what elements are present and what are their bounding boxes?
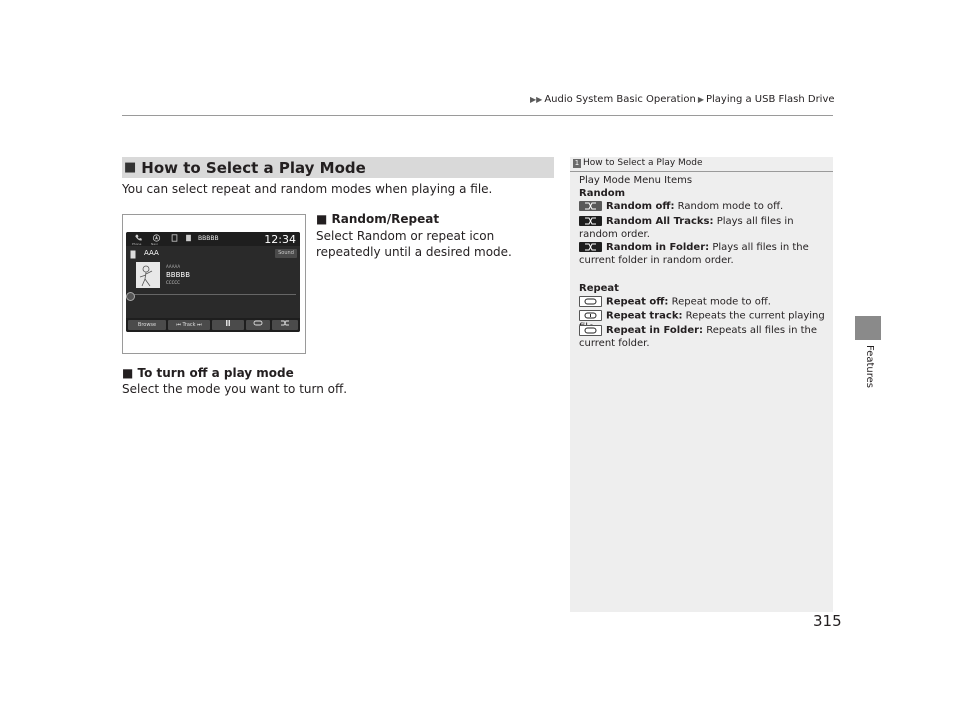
- album-art: [136, 262, 160, 288]
- next-track-icon[interactable]: ⏭: [197, 322, 202, 328]
- navi-label: Navi: [151, 242, 158, 246]
- track-album: CCCCC: [166, 280, 180, 285]
- random-button[interactable]: [272, 320, 298, 330]
- random-repeat-heading: ■ Random/Repeat: [316, 212, 440, 226]
- random-icon: [280, 320, 290, 326]
- note-random-heading: Random: [579, 188, 626, 199]
- breadcrumb: [528, 94, 835, 105]
- screen-top-bar: [126, 232, 300, 246]
- source-label: AAA: [144, 249, 159, 257]
- random-repeat-body: Select Random or repeat icon repeatedly until a desired mode.: [316, 229, 512, 259]
- turn-off-heading: ■ To turn off a play mode: [122, 366, 294, 380]
- note-menu-heading: Play Mode Menu Items: [579, 175, 693, 186]
- phone-label: Phone: [132, 242, 142, 246]
- random-folder-icon: [579, 242, 602, 252]
- pause-icon: [225, 320, 231, 326]
- usb-icon: [184, 234, 193, 242]
- section-title: How to Select a Play Mode: [141, 158, 366, 177]
- chapter-tab-label[interactable]: Features: [864, 345, 875, 388]
- audio-screen-illustration: [126, 232, 300, 332]
- random-all-icon: [579, 216, 602, 226]
- breadcrumb-item-usb[interactable]: Playing a USB Flash Drive: [705, 94, 835, 105]
- usb-source-icon: [130, 250, 136, 259]
- repeat-folder-desc: Repeats all files in the current folder.: [579, 325, 818, 349]
- random-all-label: Random All Tracks:: [606, 216, 714, 227]
- section-heading-bar: [122, 157, 554, 178]
- random-off-label: Random off:: [606, 201, 675, 212]
- note-repeat-off: [579, 296, 771, 308]
- note-random-folder: [579, 241, 829, 267]
- sound-button[interactable]: Sound: [275, 249, 297, 258]
- repeat-track-icon: [579, 310, 602, 321]
- chapter-tab-marker: [855, 316, 881, 340]
- note-random-off: [579, 201, 783, 212]
- intro-text: You can select repeat and random modes when playing a file.: [122, 182, 493, 196]
- repeat-button[interactable]: [246, 320, 270, 330]
- progress-bar[interactable]: [130, 294, 296, 295]
- repeat-off-label: Repeat off:: [606, 296, 669, 308]
- album-art-figure-icon: [136, 262, 160, 288]
- repeat-icon: [253, 320, 263, 326]
- breadcrumb-item-audio-system[interactable]: Audio System Basic Operation: [544, 94, 696, 105]
- now-playing-title: BBBBB: [198, 235, 219, 242]
- note-random-all: [579, 215, 829, 241]
- note-repeat-heading: Repeat: [579, 283, 619, 294]
- clock: 12:34: [264, 233, 296, 246]
- progress-knob[interactable]: [126, 292, 135, 301]
- header-divider: [122, 115, 833, 116]
- section-marker-icon: ■: [124, 160, 137, 175]
- repeat-off-icon: [579, 296, 602, 307]
- note-title: [573, 158, 703, 168]
- repeat-folder-icon: [579, 325, 602, 336]
- random-folder-desc: Plays all files in the current folder in random order.: [579, 242, 809, 266]
- random-off-icon: [579, 201, 602, 211]
- side-note-panel: [570, 157, 833, 612]
- track-button[interactable]: [168, 320, 210, 330]
- random-off-desc: Random mode to off.: [677, 201, 784, 212]
- note-divider: [570, 171, 833, 172]
- turn-off-body: Select the mode you want to turn off.: [122, 382, 348, 396]
- random-all-desc: Plays all files in random order.: [579, 216, 794, 240]
- page-number: 315: [813, 612, 842, 630]
- repeat-track-desc: Repeats the current playing: [685, 310, 825, 322]
- previous-track-icon[interactable]: ⏮: [176, 322, 181, 328]
- navi-icon: [152, 234, 161, 242]
- track-title: BBBBB: [166, 271, 191, 279]
- track-label: Track: [182, 322, 196, 328]
- note-repeat-folder: [579, 324, 829, 350]
- note-number-icon: 1: [574, 158, 580, 167]
- random-folder-label: Random in Folder:: [606, 242, 710, 253]
- browse-button[interactable]: Browse: [128, 320, 166, 330]
- repeat-track-label: Repeat track:: [606, 310, 683, 322]
- repeat-folder-label: Repeat in Folder:: [606, 325, 704, 336]
- screen-bottom-bar: [126, 318, 300, 332]
- breadcrumb-arrow-icon: ▶▶: [530, 95, 543, 104]
- fm-icon: [170, 234, 179, 242]
- pause-button[interactable]: [212, 320, 244, 330]
- note-title-text: How to Select a Play Mode: [583, 158, 703, 168]
- breadcrumb-arrow-icon: ▶: [697, 95, 704, 104]
- phone-icon: [134, 234, 143, 242]
- track-artist: AAAAA: [166, 264, 181, 269]
- repeat-off-desc: Repeat mode to off.: [671, 296, 771, 308]
- source-row: [126, 248, 300, 260]
